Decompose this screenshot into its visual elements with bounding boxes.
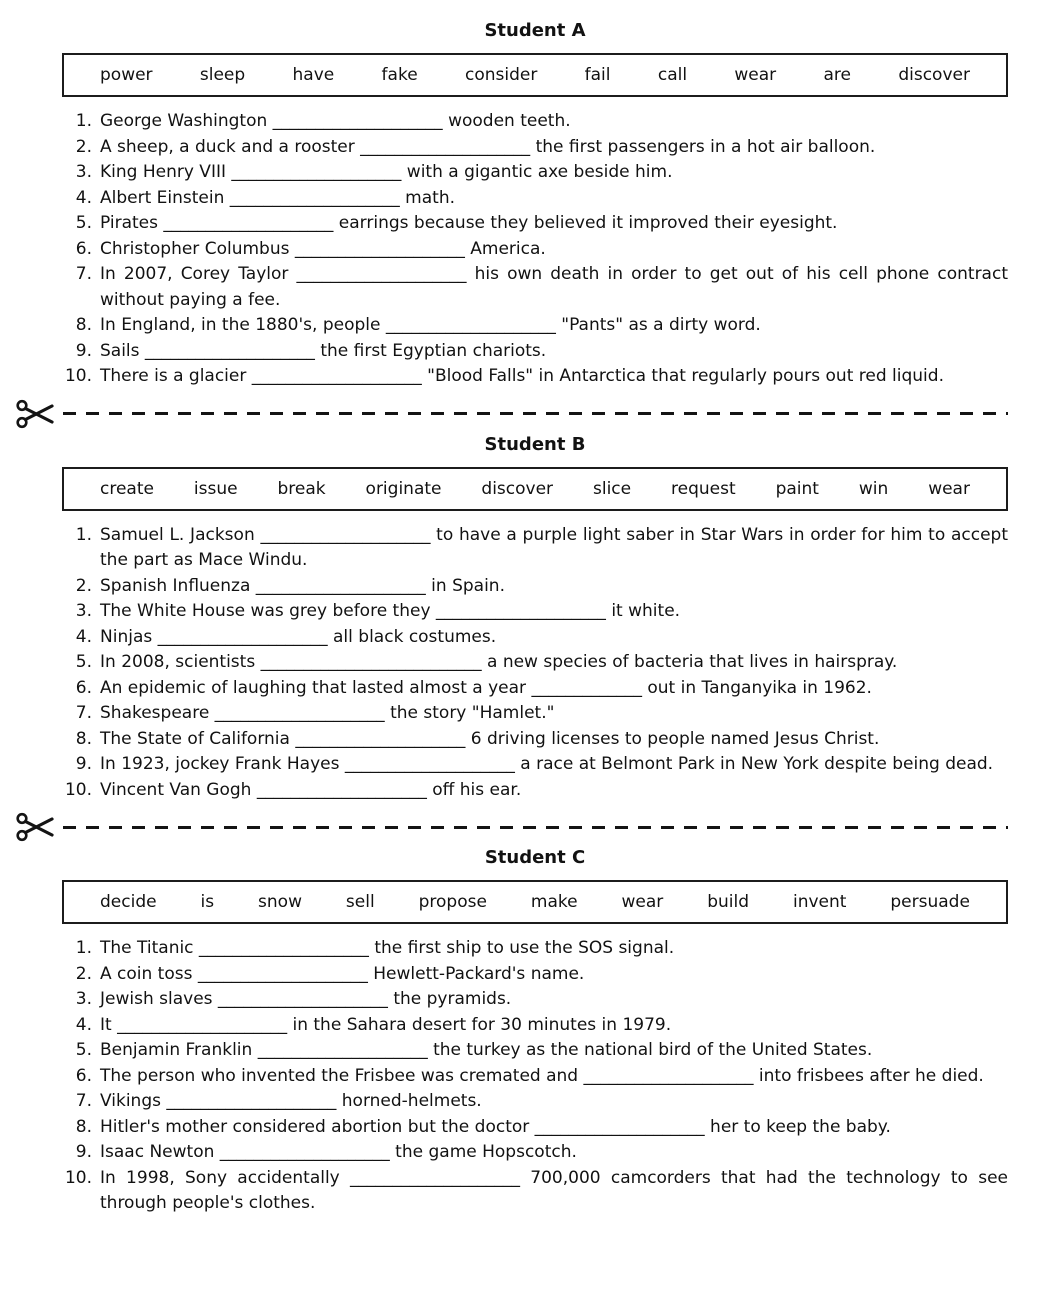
cut-line [15,811,1008,843]
item-number: 9. [75,754,92,774]
item-text: In England, in the 1880's, people ____________________ "Pants" as a dirty word. [100,315,761,335]
item-number: 10. [64,1167,92,1188]
item-number: 1. [75,111,92,131]
item-number: 1. [75,938,92,958]
item-number: 5. [75,213,92,233]
section-title: Student C [484,847,586,868]
item-number: 6. [75,677,92,698]
item-number: 7. [75,264,92,284]
item-text: The White House was grey before they ____________________ it white. [100,601,681,621]
fill-in-item [62,1089,1008,1115]
fill-in-item [62,701,1008,727]
word-bank-word: decide [100,892,157,912]
word-bank-word: build [707,892,750,912]
item-number: 8. [75,728,92,749]
word-bank-word: snow [258,892,302,912]
fill-in-item [62,523,1008,574]
worksheet-section [62,0,1008,390]
dashed-cut-line [63,826,1008,829]
word-bank-word: wear [621,892,664,912]
word-bank-word: are [823,65,851,85]
word-bank [62,53,1008,97]
item-number: 2. [75,963,92,984]
fill-in-item [62,339,1008,365]
item-text: Albert Einstein ____________________ math. [100,187,456,208]
word-bank [62,467,1008,511]
fill-in-item [62,752,1008,778]
fill-in-item [62,364,1008,390]
word-bank-word: slice [592,478,632,499]
word-bank-word: paint [775,478,819,499]
item-text: The State of California ____________________ 6 driving licenses to people named Jesus Christ. [100,728,880,749]
scissors-icon [15,398,55,430]
item-text: Benjamin Franklin ____________________ the turkey as the national bird of the United States. [100,1040,873,1060]
word-bank-word: sleep [199,65,246,85]
fill-in-item [62,574,1008,600]
item-text: Sails ____________________ the first Egyptian chariots. [100,340,547,361]
item-text: There is a glacier ____________________ "Blood Falls" in Antarctica that regularly pours out red liquid. [100,366,944,386]
word-bank-word: invent [792,892,847,912]
item-number: 4. [75,626,92,647]
section-title: Student A [484,20,586,41]
fill-in-item [62,727,1008,753]
item-number: 9. [75,1142,92,1162]
item-number: 8. [75,315,92,335]
word-bank-word: have [292,65,335,85]
item-text: Jewish slaves ____________________ the pyramids. [100,989,512,1009]
item-number: 4. [75,187,92,208]
fill-in-item [62,936,1008,962]
item-text: Samuel L. Jackson ____________________ to have a purple light saber in Star Wars in order for him to accept the part as Mace Windu. [100,524,1008,570]
word-bank-word: request [671,478,736,499]
dashed-cut-line [63,412,1008,415]
item-text: The person who invented the Frisbee was cremated and ____________________ into frisbees after he died. [100,1065,984,1086]
item-text: An epidemic of laughing that lasted almost a year _____________ out in Tanganyika in 1962. [100,677,872,698]
item-text: Hitler's mother considered abortion but the doctor ____________________ her to keep the baby. [100,1116,891,1137]
word-bank-word: persuade [890,892,970,912]
word-bank-word: propose [418,892,487,912]
word-bank-word: fail [584,65,611,85]
fill-in-item [62,962,1008,988]
word-bank-word: sell [345,892,375,912]
cut-line [15,398,1008,430]
item-number: 6. [75,1065,92,1086]
item-text: Ninjas ____________________ all black costumes. [100,626,497,647]
fill-in-item [62,186,1008,212]
item-text: The Titanic ____________________ the first ship to use the SOS signal. [100,938,675,958]
item-number: 5. [75,1040,92,1060]
fill-in-item [62,237,1008,263]
item-text: George Washington ____________________ wooden teeth. [100,111,571,131]
fill-in-item [62,1038,1008,1064]
fill-in-item [62,625,1008,651]
word-bank-word: fake [381,65,418,85]
item-number: 3. [75,162,92,182]
fill-in-item [62,135,1008,161]
fill-in-item [62,1115,1008,1141]
word-bank-word: power [100,65,153,85]
item-list [62,523,1008,804]
item-number: 3. [75,601,92,621]
fill-in-item [62,1140,1008,1166]
item-list [62,936,1008,1217]
fill-in-item [62,262,1008,313]
item-list [62,109,1008,390]
item-number: 5. [75,652,92,672]
word-bank-word: consider [464,65,538,85]
item-text: Spanish Influenza ____________________ in Spain. [100,575,505,596]
word-bank-word: break [277,478,326,499]
word-bank-word: wear [734,65,777,85]
worksheet-section [62,847,1008,1217]
fill-in-item [62,1013,1008,1039]
item-number: 2. [75,575,92,596]
item-number: 2. [75,136,92,157]
item-number: 10. [64,366,92,386]
fill-in-item [62,599,1008,625]
word-bank-word: discover [481,478,554,499]
fill-in-item [62,778,1008,804]
item-text: In 2007, Corey Taylor ____________________ his own death in order to get out of his cell phone contract without paying a fee. [100,264,1008,310]
fill-in-item [62,676,1008,702]
item-number: 8. [75,1116,92,1137]
word-bank-word: discover [898,65,970,85]
item-number: 4. [75,1014,92,1035]
item-text: King Henry VIII ____________________ with a gigantic axe beside him. [100,162,673,182]
scissors-icon [15,811,55,843]
item-text: Christopher Columbus ____________________ America. [100,238,546,259]
fill-in-item [62,211,1008,237]
item-text: In 1998, Sony accidentally ____________________ 700,000 camcorders that had the technology to see through people's clothes. [100,1167,1008,1213]
item-text: Vincent Van Gogh ____________________ off his ear. [100,779,522,800]
item-number: 7. [75,1091,92,1111]
item-text: A coin toss ____________________ Hewlett-Packard's name. [100,963,585,984]
item-number: 1. [75,524,92,545]
word-bank-word: call [657,65,688,85]
item-text: In 1923, jockey Frank Hayes ____________________ a race at Belmont Park in New York despite being dead. [100,754,994,774]
fill-in-item [62,650,1008,676]
fill-in-item [62,109,1008,135]
item-number: 6. [75,238,92,259]
item-text: It ____________________ in the Sahara desert for 30 minutes in 1979. [100,1014,672,1035]
item-text: Vikings ____________________ horned-helmets. [100,1091,482,1111]
item-text: A sheep, a duck and a rooster ____________________ the first passengers in a hot air balloon. [100,136,876,157]
section-title: Student B [484,433,586,455]
fill-in-item [62,160,1008,186]
item-number: 3. [75,989,92,1009]
item-number: 10. [64,779,92,800]
item-text: In 2008, scientists __________________________ a new species of bacteria that lives in hairspray. [100,652,898,672]
fill-in-item [62,1166,1008,1217]
worksheet-section [62,434,1008,804]
fill-in-item [62,987,1008,1013]
word-bank-word: issue [193,478,238,499]
word-bank-word: win [858,478,889,499]
word-bank-word: wear [928,478,970,499]
word-bank-word: originate [365,478,442,499]
word-bank-word: make [530,892,578,912]
item-text: Isaac Newton ____________________ the game Hopscotch. [100,1142,577,1162]
fill-in-item [62,313,1008,339]
item-text: Pirates ____________________ earrings because they believed it improved their eyesight. [100,213,838,233]
item-number: 7. [75,703,92,723]
fill-in-item [62,1064,1008,1090]
item-text: Shakespeare ____________________ the story "Hamlet." [100,703,555,723]
word-bank-word: is [200,892,215,912]
word-bank-word: create [100,478,154,499]
item-number: 9. [75,340,92,361]
word-bank [62,880,1008,924]
